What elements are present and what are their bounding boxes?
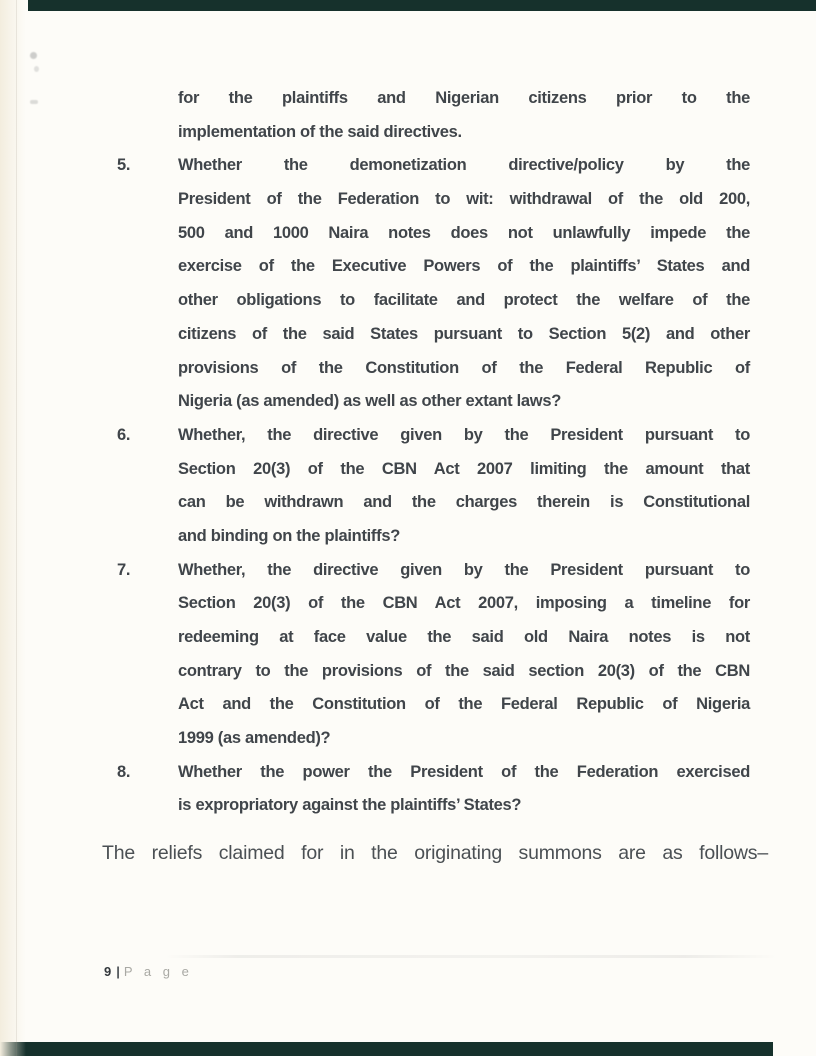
scan-artifact [29, 51, 38, 60]
footer-page-label: P a g e [123, 964, 193, 979]
list-item-5-line: provisions of the Constitution of the Federal Republic of [178, 358, 750, 377]
list-item-text: Whether, the directive given by the President pursuant to [178, 425, 750, 444]
scan-smudge-line [165, 955, 777, 958]
list-item-text: Whether, the directive given by the President pursuant to [178, 560, 750, 579]
list-item-5-line: Nigeria (as amended) as well as other extant laws? [178, 392, 561, 411]
page-footer [104, 963, 193, 981]
footer-page-number: 9 [104, 964, 112, 979]
list-item-5-line: exercise of the Executive Powers of the plaintiffs’ States and [178, 257, 750, 276]
scan-edge-bar-bottom [0, 1042, 773, 1056]
list-item-7-line: 1999 (as amended)? [178, 729, 331, 748]
list-item-text: Whether the power the President of the Federation exercised [178, 762, 750, 781]
list-item-7-line: Act and the Constitution of the Federal Republic of Nigeria [178, 695, 750, 714]
list-item-8-line: is expropriatory against the plaintiffs’ States? [178, 796, 522, 815]
scan-artifact [34, 66, 39, 72]
list-item-6-line [117, 419, 750, 453]
list-item-5-line [117, 149, 750, 183]
closing-paragraph: The reliefs claimed for in the originating summons are as follows– [102, 842, 768, 864]
body-text-block [117, 82, 750, 823]
list-item-text: Whether the demonetization directive/policy by the [178, 156, 750, 175]
list-item-7-line: Section 20(3) of the CBN Act 2007, imposing a timeline for [178, 594, 750, 613]
list-item-5-line: other obligations to facilitate and protect the welfare of the [178, 291, 750, 310]
list-item-7-line [117, 554, 750, 588]
list-item-number: 6. [117, 425, 131, 444]
paragraph-line: for the plaintiffs and Nigerian citizens prior to the [178, 89, 750, 107]
list-item-6-line: can be withdrawn and the charges therein is Constitutional [178, 493, 750, 512]
list-item-5-line: President of the Federation to wit: withdrawal of the old 200, [178, 190, 750, 209]
scan-crease-line [16, 0, 17, 1056]
footer-separator: | [116, 964, 120, 979]
list-item-5-line: 500 and 1000 Naira notes does not unlawfully impede the [178, 223, 750, 242]
list-item-5-line: citizens of the said States pursuant to Section 5(2) and other [178, 324, 750, 343]
list-item-number: 7. [117, 560, 131, 579]
paragraph-line: implementation of the said directives. [178, 122, 462, 141]
scan-artifact [30, 100, 38, 104]
list-item-7-line: redeeming at face value the said old Naira notes is not [178, 628, 750, 646]
list-item-7-line: contrary to the provisions of the said section 20(3) of the CBN [178, 661, 750, 680]
list-item-number: 5. [117, 156, 131, 175]
scan-edge-bar-top [28, 0, 816, 11]
list-item-6-line: and binding on the plaintiffs? [178, 526, 400, 545]
list-item-8-line [117, 756, 750, 790]
list-item-6-line: Section 20(3) of the CBN Act 2007 limiting the amount that [178, 459, 750, 478]
list-item-number: 8. [117, 762, 131, 781]
scan-left-shading [0, 0, 26, 1056]
